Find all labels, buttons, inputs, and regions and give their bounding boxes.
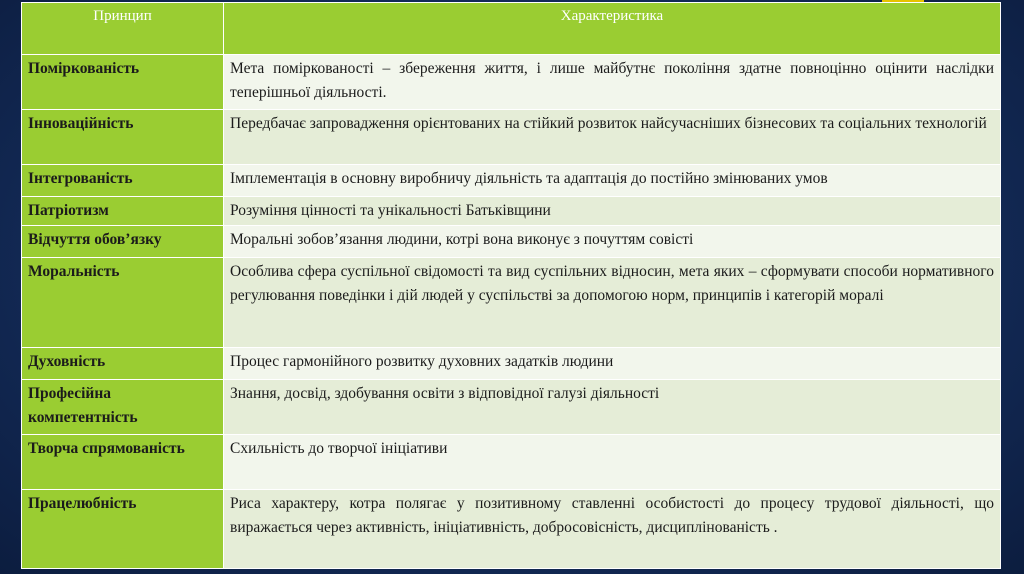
table-row bbox=[22, 110, 1001, 165]
principle-name: Поміркованість bbox=[22, 55, 224, 110]
principle-name: Духовність bbox=[22, 348, 224, 380]
table-row bbox=[22, 490, 1001, 569]
principle-name: Інтегрованість bbox=[22, 165, 224, 197]
principle-description: Знання, досвід, здобування освіти з відповідної галузі діяльності bbox=[224, 380, 1001, 435]
header-characteristic: Характеристика bbox=[224, 3, 1001, 55]
principle-name: Патріотизм bbox=[22, 197, 224, 226]
principle-name: Інноваційність bbox=[22, 110, 224, 165]
principle-description: Моральні зобов’язання людини, котрі вона виконує з почуттям совісті bbox=[224, 226, 1001, 258]
principle-description: Особлива сфера суспільної свідомості та вид суспільних відносин, мета яких – сформувати способи нормативного регулювання поведінки і дій людей у суспільстві за допомогою норм, принципів і категорій моралі bbox=[224, 258, 1001, 348]
table-row bbox=[22, 197, 1001, 226]
header-principle: Принцип bbox=[22, 3, 224, 55]
table-row bbox=[22, 348, 1001, 380]
principle-name: Працелюбність bbox=[22, 490, 224, 569]
principle-name: Творча спрямованість bbox=[22, 435, 224, 490]
principle-description: Розуміння цінності та унікальності Батьківщини bbox=[224, 197, 1001, 226]
principle-description: Процес гармонійного розвитку духовних задатків людини bbox=[224, 348, 1001, 380]
principle-description: Схильність до творчої ініціативи bbox=[224, 435, 1001, 490]
table-row bbox=[22, 435, 1001, 490]
principle-name: Моральність bbox=[22, 258, 224, 348]
principle-description: Передбачає запровадження орієнтованих на стійкий розвиток найсучасніших бізнесових та соціальних технологій bbox=[224, 110, 1001, 165]
principle-name: Професійна компетентність bbox=[22, 380, 224, 435]
table-row bbox=[22, 258, 1001, 348]
principle-description: Імплементація в основну виробничу діяльність та адаптація до постійно змінюваних умов bbox=[224, 165, 1001, 197]
table-row bbox=[22, 380, 1001, 435]
table-row bbox=[22, 226, 1001, 258]
principle-description: Риса характеру, котра полягає у позитивному ставленні особистості до процесу трудової діяльності, що виражається через активність, ініціативність, добросовісність, дисциплінованість . bbox=[224, 490, 1001, 569]
table-header-row bbox=[22, 3, 1001, 55]
table-row bbox=[22, 165, 1001, 197]
principle-name: Відчуття обов’язку bbox=[22, 226, 224, 258]
principle-description: Мета поміркованості – збереження життя, і лише майбутнє покоління здатне повноцінно оцінити наслідки теперішньої діяльності. bbox=[224, 55, 1001, 110]
table-row bbox=[22, 55, 1001, 110]
principles-table bbox=[21, 2, 1001, 569]
